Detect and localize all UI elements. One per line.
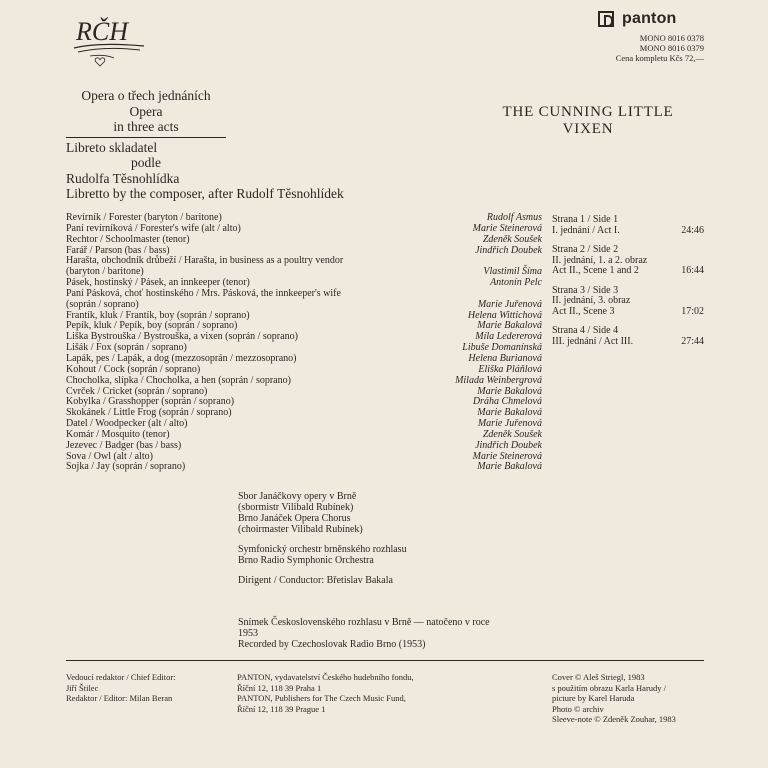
ensemble-line: (sbormistr Vilibald Rubínek) — [238, 502, 354, 513]
cast-row — [66, 376, 542, 387]
cast-role: Jezevec / Badger (bas / bass) — [66, 439, 182, 451]
cast-singer: Jindřich Doubek — [475, 244, 542, 256]
cast-role: Paní revírníková / Forester's wife (alt / alto) — [66, 222, 241, 234]
subtitle-line: Rudolfa Těsnohlídka — [66, 170, 180, 186]
panton-wordmark: panton — [622, 10, 677, 28]
cast-role: Skokánek / Little Frog (soprán / soprano) — [66, 407, 232, 419]
side-line: II. jednání, 3. obraz — [552, 295, 631, 306]
footer-divider — [66, 660, 704, 661]
cast-singer: Eliška Pláňlová — [478, 363, 542, 375]
credit-line: picture by Karel Haruda — [552, 693, 635, 703]
cast-singer: Vlastimil Šíma — [483, 266, 542, 278]
subtitle-line: Libretto by the composer, after Rudolf Těsnohlídek — [66, 186, 344, 201]
cast-role: Farář / Parson (bas / bass) — [66, 244, 170, 256]
cast-singer: Marie Bakalová — [477, 407, 542, 419]
side-entry — [552, 245, 704, 277]
side-line: Act II., Scene 1 and 2 — [552, 265, 639, 276]
rch-logo-text: RČH — [76, 17, 128, 46]
cast-role: Kohout / Cock (soprán / soprano) — [66, 363, 201, 375]
cast-singer: Marie Juřenová — [477, 418, 542, 430]
cover-credits — [552, 672, 676, 725]
cast-singer: Marie Juřenová — [477, 298, 542, 310]
side-line: Strana 1 / Side 1 — [552, 214, 619, 225]
side-description — [552, 245, 647, 277]
credit-line: PANTON, vydavatelství Českého hudebního fondu, — [237, 672, 414, 682]
ensemble-line: Sbor Janáčkovy opery v Brně — [238, 491, 357, 502]
cast-role: Komár / Mosquito (tenor) — [66, 428, 170, 440]
subtitle-line: Opera o třech jednáních — [81, 88, 211, 103]
cast-role: Pepík, kluk / Pepík, boy (soprán / soprano) — [66, 320, 238, 332]
recording-line: Recorded by Czechoslovak Radio Brno (1953) — [238, 639, 426, 650]
editor-credits — [66, 672, 176, 704]
ensemble-block — [238, 491, 407, 535]
cast-role: Lapák, pes / Lapák, a dog (mezzosoprán / mezzosoprano) — [66, 352, 297, 364]
recording-line: 1953 — [238, 628, 258, 639]
ensemble-line: (choirmaster Vilibald Rubínek) — [238, 524, 363, 535]
cast-role: Pásek, hostinský / Pásek, an innkeeper (tenor) — [66, 277, 250, 289]
publisher-credits — [237, 672, 414, 714]
side-line: II. jednání, 1. a 2. obraz — [552, 254, 648, 266]
side-listing — [552, 215, 704, 356]
side-entry — [552, 286, 704, 318]
panton-logo — [598, 10, 710, 30]
credit-line: Photo © archiv — [552, 703, 604, 714]
cast-role: (soprán / soprano) — [66, 298, 139, 310]
cast-singer: Marie Bakalová — [477, 320, 542, 332]
side-duration: 27:44 — [681, 335, 704, 347]
subtitle-divider — [66, 137, 226, 138]
side-entry — [552, 326, 704, 347]
cast-singer: Rudolf Asmus — [486, 212, 542, 223]
subtitle-line: Opera — [129, 103, 163, 119]
cast-singer: Míla Ledererová — [475, 331, 542, 343]
ensemble-block — [238, 575, 407, 586]
cast-singer: Milada Weinbergrová — [455, 374, 542, 386]
side-line: Strana 4 / Side 4 — [552, 325, 619, 336]
ensemble-line: Symfonický orchestr brněnského rozhlasu — [238, 544, 407, 555]
cast-singer: Zdeněk Soušek — [482, 233, 542, 245]
cast-singer: Jindřich Doubek — [475, 439, 542, 451]
cast-row — [66, 235, 542, 246]
ensemble-line: Dirigent / Conductor: Břetislav Bakala — [238, 575, 393, 586]
ensemble-line: Brno Radio Symphonic Orchestra — [238, 555, 374, 566]
panton-mark-icon — [598, 11, 614, 27]
credit-line: Vedoucí redaktor / Chief Editor: — [66, 672, 176, 682]
cast-singer: Antonín Pelc — [490, 277, 542, 289]
ensemble-block — [238, 544, 407, 566]
credit-line: Cover © Aleš Striegl, 1983 — [552, 672, 645, 682]
cast-role: Sojka / Jay (soprán / soprano) — [66, 461, 186, 473]
side-line: Strana 3 / Side 3 — [552, 284, 619, 296]
cast-role: Kobylka / Grasshopper (soprán / soprano) — [66, 396, 235, 408]
recording-info — [238, 617, 558, 650]
cast-singer: Zdeněk Soušek — [482, 428, 542, 440]
catalog-numbers — [616, 33, 704, 63]
side-description — [552, 215, 620, 236]
cast-singer: Marie Bakalová — [477, 461, 542, 473]
side-description — [552, 286, 630, 318]
cast-role: Cvrček / Cricket (soprán / soprano) — [66, 385, 208, 397]
recording-line: Snímek Československého rozhlasu v Brně — natočeno v roce — [238, 617, 490, 628]
credit-line: Sleeve-note © Zdeněk Zouhar, 1983 — [552, 714, 676, 724]
credit-line: Říční 12, 118 39 Prague 1 — [237, 703, 326, 714]
cast-singer: Dráha Chmelová — [472, 396, 542, 408]
cast-role: Harašta, obchodník drůbeží / Harašta, in business as a poultry vendor — [66, 255, 344, 267]
cast-role: Liška Bystrouška / Bystrouška, a vixen (soprán / soprano) — [66, 331, 298, 343]
side-description — [552, 326, 633, 347]
opera-subtitle — [66, 88, 344, 202]
side-line: III. jednání / Act III. — [552, 335, 634, 347]
cast-role: Frantík, kluk / Frantík, boy (soprán / soprano) — [66, 309, 250, 321]
cast-singer: Helena Burianová — [468, 352, 542, 364]
cast-role: Chocholka, slípka / Chocholka, a hen (soprán / soprano) — [66, 374, 291, 386]
cast-singer: Marie Bakalová — [477, 385, 542, 397]
cast-role: Datel / Woodpecker (alt / alto) — [66, 418, 188, 430]
catalog-number: MONO 8016 0378 — [639, 33, 704, 43]
credit-line: Jiří Štilec — [66, 682, 99, 693]
side-duration: 16:44 — [681, 265, 704, 276]
credit-line: Redaktor / Editor: Milan Beran — [66, 693, 173, 703]
cast-singer: Libuše Domanínská — [462, 342, 542, 354]
cast-role: Lišák / Fox (soprán / soprano) — [66, 342, 187, 354]
album-title — [470, 104, 706, 137]
cast-singer: Marie Steinerová — [472, 450, 542, 462]
rch-logo — [70, 10, 150, 68]
side-duration: 17:02 — [681, 305, 704, 317]
cast-row — [66, 441, 542, 452]
rch-logo-graphic — [70, 10, 150, 68]
side-duration: 24:46 — [681, 224, 704, 236]
subtitle-line: in three acts — [113, 119, 179, 134]
subtitle-line: podle — [131, 155, 161, 170]
ensembles — [238, 491, 407, 595]
catalog-number: MONO 8016 0379 — [639, 43, 704, 53]
cast-role: Rechtor / Schoolmaster (tenor) — [66, 233, 190, 245]
credit-line: Říční 12, 118 39 Praha 1 — [237, 682, 322, 693]
credit-line: s použitím obrazu Karla Harudy / — [552, 682, 667, 693]
title-line: THE CUNNING LITTLE — [502, 104, 674, 120]
cast-role: Paní Pásková, choť hostinského / Mrs. Pásková, the innkeeper's wife — [66, 287, 341, 299]
side-line: I. jednání / Act I. — [552, 224, 620, 236]
cast-role: (baryton / baritone) — [66, 266, 144, 278]
cast-role: Revírník / Forester (baryton / baritone) — [66, 212, 222, 223]
cast-row — [66, 300, 542, 311]
subtitle-line: Libreto skladatel — [66, 139, 158, 155]
price: Cena kompletu Kčs 72,— — [615, 53, 704, 63]
side-entry — [552, 215, 704, 236]
side-line: Act II., Scene 3 — [552, 305, 615, 317]
title-line: VIXEN — [562, 120, 614, 137]
cast-singer: Helena Wittichová — [467, 309, 542, 321]
cast-list — [66, 213, 542, 473]
ensemble-line: Brno Janáček Opera Chorus — [238, 513, 351, 524]
cast-role: Sova / Owl (alt / alto) — [66, 450, 153, 462]
cast-singer: Marie Steinerová — [472, 222, 542, 234]
side-line: Strana 2 / Side 2 — [552, 244, 619, 255]
credit-line: PANTON, Publishers for The Czech Music Fund, — [237, 693, 406, 703]
cast-row — [66, 462, 542, 473]
